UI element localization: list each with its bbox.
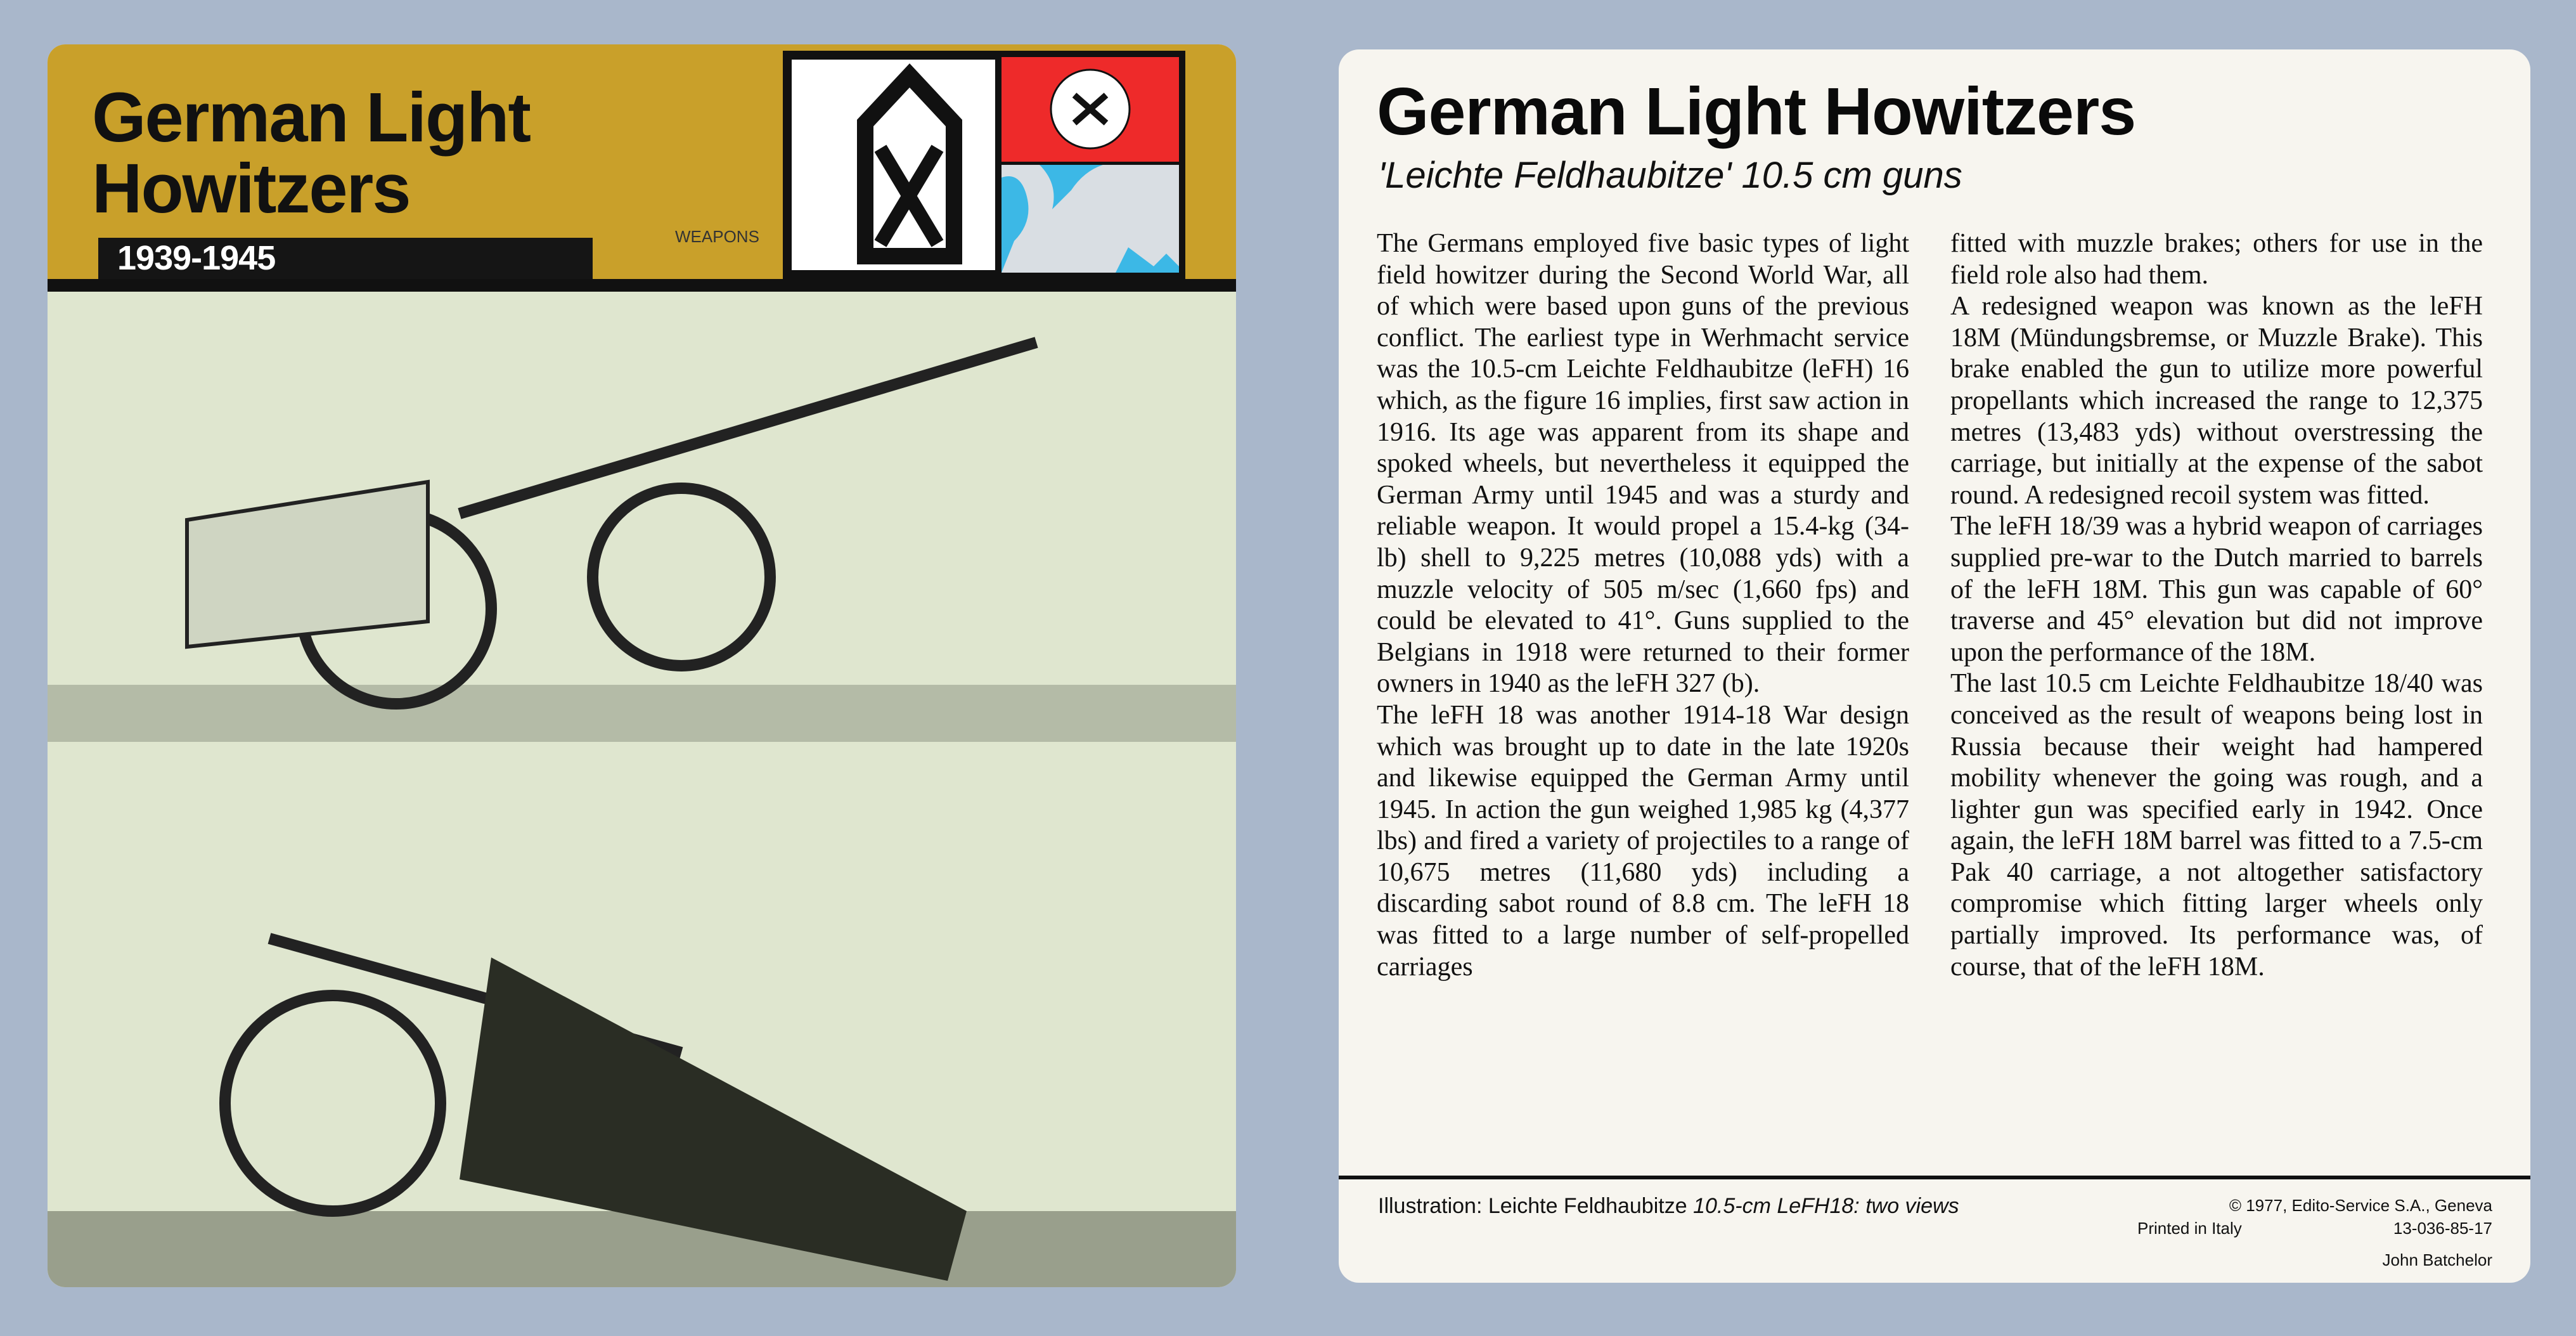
europe-map-icon xyxy=(995,165,1185,279)
footer-divider xyxy=(1339,1176,2530,1179)
category-label: WEAPONS xyxy=(675,227,759,246)
german-flag-icon xyxy=(995,51,1185,168)
illustration-caption xyxy=(1378,1191,2075,1221)
years-badge: 1939-1945 xyxy=(98,238,593,279)
card-header xyxy=(48,44,1236,279)
card-title xyxy=(92,79,531,228)
caption-text: Illustration: Leichte Feldhaubitze xyxy=(1378,1194,1694,1218)
artist-credit: John Batchelor xyxy=(2382,1250,2492,1269)
caption-italic: 10.5-cm LeFH18: two views xyxy=(1693,1194,1959,1218)
back-subtitle: 'Leichte Feldhaubitze' 10.5 cm guns xyxy=(1378,155,1962,196)
paragraph: The leFH 18 was another 1914-18 War design which was brought up to date in the late 1920s and likewise equipped the German Army until 1945. In action the gun weighed 1,985 kg (4,377 lbs) and fired a variety of projectiles to a range of 10,675 metres (11,680 yds) including a discarding sabot round of 8.8 cm. The leFH 18 was fitted to a large number of self-propelled carriages xyxy=(1377,700,1909,982)
back-card xyxy=(1339,49,2530,1283)
paragraph: A redesigned weapon was known as the leFH 18M (Mündungsbremse, or Muzzle Brake). This brake enabled the gun to utilize more powerful propellants which increased the range to 12,375 metres (13,483 yds) without overstressing the carriage, but initially at the expense of the sabot round. A redesigned recoil system was fitted. xyxy=(1950,292,2483,510)
paragraph: fitted with muzzle brakes; others for use in the field role also had them. xyxy=(1950,229,2483,290)
paragraph: The last 10.5 cm Leichte Feldhaubitze 18/40 was conceived as the result of weapons being lost in Russia because their weight had hampered mobility whenever the going was rough, and a lighter gun was specified early in 1942. Once again, the leFH 18M barrel was fitted to a 7.5-cm Pak 40 carriage, a not altogether satisfactory compromise which fitting larger wheels only partially improved. Its performance was, of course, that of the leFH 18M. xyxy=(1950,669,2483,982)
card-code: 13-036-85-17 xyxy=(2393,1219,2492,1238)
title-line-2: Howitzers xyxy=(92,150,410,228)
printed-in: Printed in Italy xyxy=(2137,1219,2242,1238)
back-title: German Light Howitzers xyxy=(1377,74,2136,149)
text-column-1 xyxy=(1377,228,1909,983)
paragraph: The Germans employed five basic types of light field howitzer during the Second World War, all of which were based upon guns of the previous conflict. The earliest type in Werhmacht service was the 10.5-cm Leichte Feldhaubitze (leFH) 16 which, as the figure 16 implies, first saw action in 1916. Its age was apparent from its shape and spoked wheels, but nevertheless it equipped the German Army until 1945 and was a sturdy and reliable weapon. It would propel a 15.4-kg (34-lb) shell to 9,225 metres (10,088 yds) with a muzzle velocity of 505 m/sec (1,660 fps) and could be elevated to 41°. Guns supplied to the Belgians in 1918 were returned to their former owners in 1940 as the leFH 327 (b). xyxy=(1377,229,1909,699)
header-divider xyxy=(48,279,1236,292)
title-line-1: German Light xyxy=(92,79,531,157)
copyright-block xyxy=(2137,1194,2492,1271)
paragraph: The leFH 18/39 was a hybrid weapon of carriages supplied pre-war to the Dutch married to barrels of the leFH 18M. This gun was capable of 60° traverse and 45° elevation but did not improve upon the performance of the 18M. xyxy=(1950,512,2483,667)
howitzer-photo xyxy=(48,292,1236,1287)
front-card xyxy=(48,44,1236,1287)
copyright-text: © 1977, Edito-Service S.A., Geneva xyxy=(2229,1196,2492,1215)
text-column-2 xyxy=(1950,228,2483,983)
